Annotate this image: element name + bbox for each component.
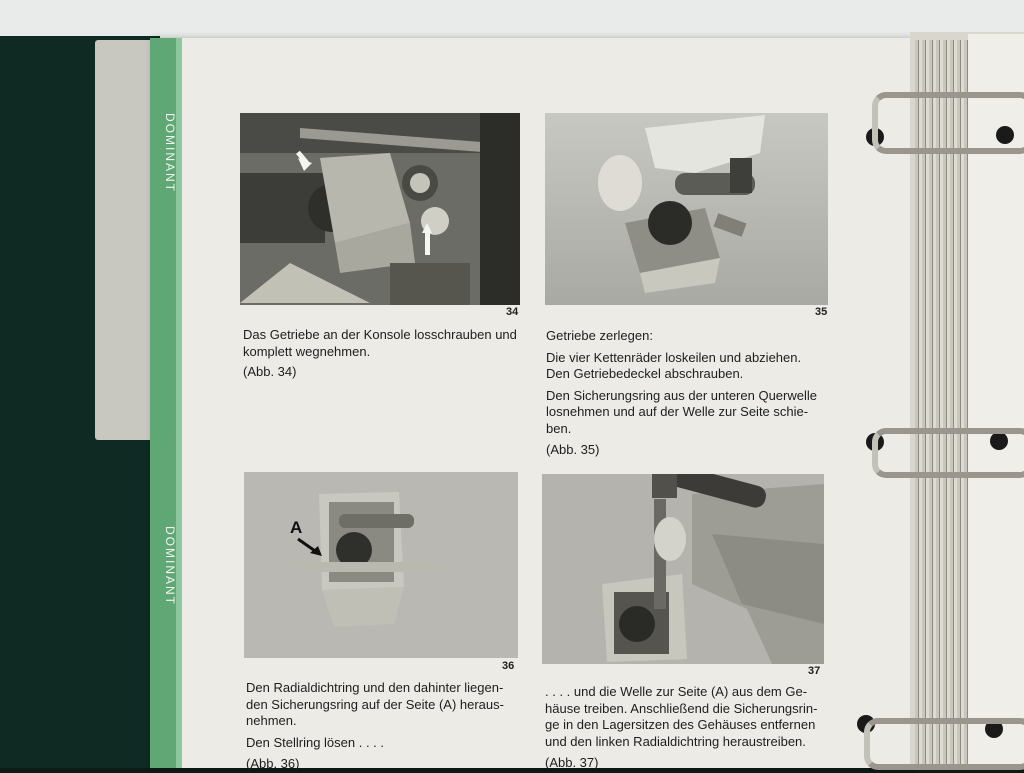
brand-label-top: DOMINANT [163, 113, 177, 193]
fig-34-number: 34 [506, 306, 519, 318]
fig-37-number: 37 [808, 665, 821, 677]
caption-fig-35 [546, 328, 836, 459]
fig-35-number: 35 [815, 306, 828, 318]
caption-34-line-2: komplett wegnehmen. [243, 343, 371, 359]
caption-37-ref: (Abb. 37) [545, 755, 599, 770]
photo-fig-37 [542, 474, 824, 664]
caption-34-ref: (Abb. 34) [243, 364, 297, 379]
fig-36-number: 36 [502, 660, 515, 672]
caption-36-p1-line-2: den Sicherungsring auf der Seite (A) heraus- [246, 696, 504, 712]
caption-34-line-1: Das Getriebe an der Konsole losschrauben und [243, 327, 517, 342]
manual-page [150, 38, 910, 771]
divider-card [95, 40, 157, 440]
background-wall [0, 0, 1024, 40]
caption-37-line-3: ge in den Lagersitzen des Gehäuses entfernen [545, 717, 816, 732]
caption-36-p2: Den Stellring lösen . . . . [246, 734, 385, 750]
caption-35-p1-line-1: Die vier Kettenräder loskeilen und abziehen. [546, 349, 802, 365]
caption-35-ref: (Abb. 35) [546, 442, 600, 457]
binder-ring-bottom [864, 718, 1024, 770]
brand-label-bottom: DOMINANT [163, 526, 177, 606]
caption-35-title: Getriebe zerlegen: [546, 328, 653, 343]
callout-arrow-icon [296, 536, 326, 560]
caption-37-line-4: und den linken Radialdichtring heraustreiben. [545, 733, 806, 749]
binder-ring-top [872, 92, 1024, 154]
caption-37-line-1: . . . . und die Welle zur Seite (A) aus dem Ge- [545, 684, 808, 699]
caption-35-p2-line-3: ben. [546, 420, 572, 436]
caption-36-p1-line-1: Den Radialdichtring und den dahinter liegen- [246, 680, 504, 695]
photo-fig-36 [244, 472, 518, 658]
callout-A: A [290, 518, 303, 537]
caption-35-p2-line-1: Den Sicherungsring aus der unteren Querwelle [546, 387, 817, 403]
photo-fig-35 [545, 113, 828, 305]
caption-36-p1-line-3: nehmen. [246, 713, 297, 728]
caption-fig-37 [545, 684, 835, 772]
binder-ring-middle [872, 428, 1024, 478]
caption-35-p2-line-2: losnehmen und auf der Welle zur Seite schie- [546, 404, 809, 419]
caption-37-line-2: häuse treiben. Anschließend die Sicherungsrin- [545, 700, 818, 716]
caption-36-ref: (Abb. 36) [246, 756, 300, 771]
caption-fig-34 [243, 327, 533, 381]
caption-35-p1-line-2: Den Getriebedeckel abschrauben. [546, 366, 744, 381]
photo-fig-34 [240, 113, 520, 305]
caption-fig-36 [246, 680, 536, 773]
